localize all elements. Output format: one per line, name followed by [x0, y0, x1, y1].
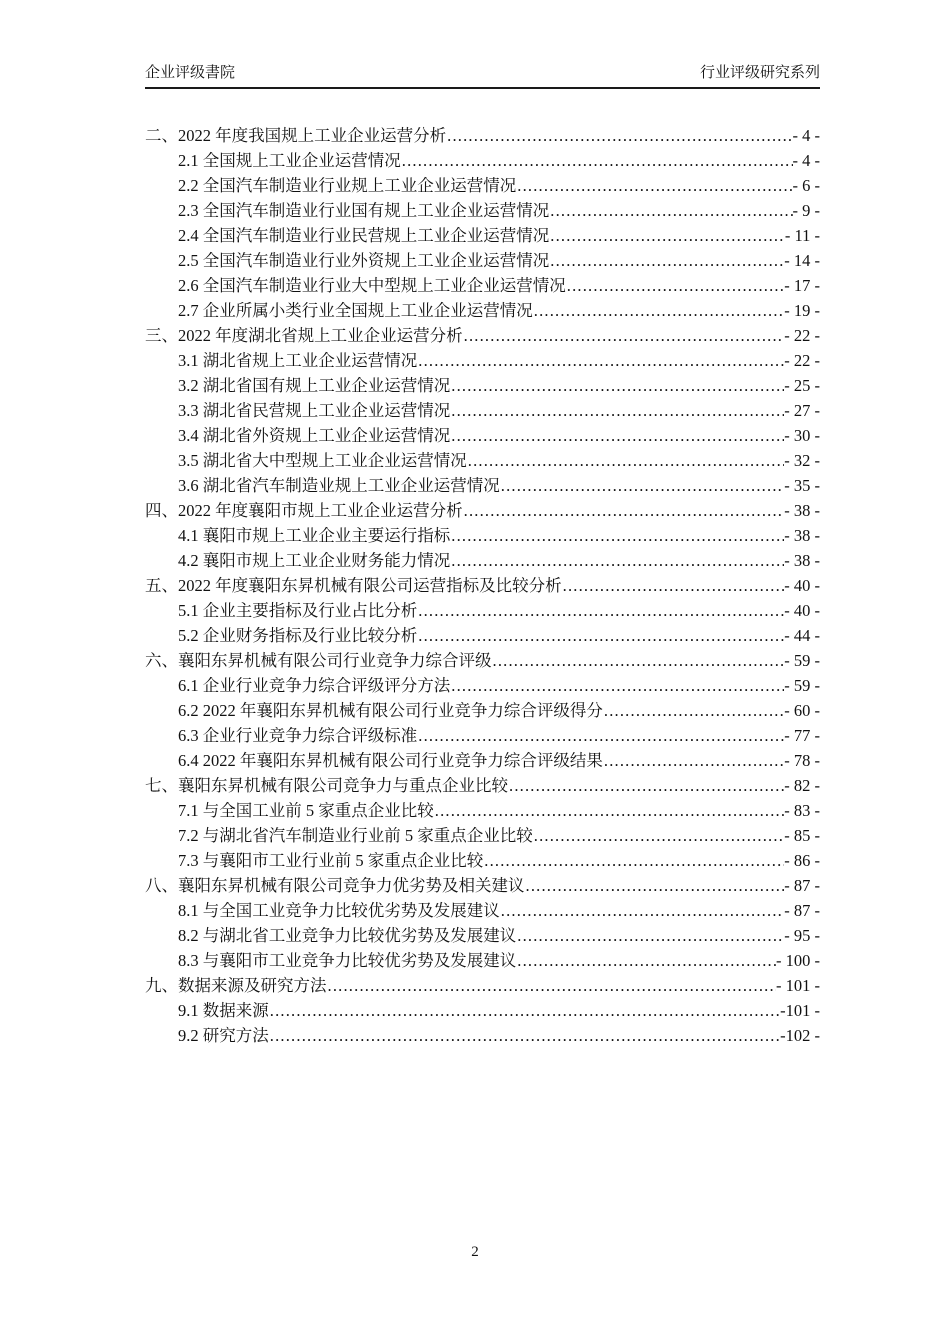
toc-page-number: - 78 -: [784, 751, 820, 770]
toc-entry[interactable]: [145, 698, 820, 723]
toc-entry[interactable]: [145, 1023, 820, 1048]
toc-dot-leader: [566, 273, 785, 298]
toc-page-number: - 35 -: [784, 476, 820, 495]
toc-entry-label: 二、2022 年度我国规上工业企业运营分析: [145, 126, 447, 145]
toc-entry-label: 3.1 湖北省规上工业企业运营情况: [178, 351, 418, 370]
toc-entry-label: 8.3 与襄阳市工业竞争力比较优劣势及发展建议: [178, 951, 517, 970]
toc-page-number: -102 -: [780, 1026, 820, 1045]
page-footer: [0, 1244, 950, 1261]
toc-entry-label: 8.1 与全国工业竞争力比较优劣势及发展建议: [178, 901, 500, 920]
toc-entry-label: 2.3 全国汽车制造业行业国有规上工业企业运营情况: [178, 201, 550, 220]
toc-entry-label: 三、2022 年度湖北省规上工业企业运营分析: [145, 326, 463, 345]
toc-entry[interactable]: [145, 823, 820, 848]
toc-entry-label: 2.4 全国汽车制造业行业民营规上工业企业运营情况: [178, 226, 550, 245]
toc-entry-label: 6.3 企业行业竞争力综合评级标准: [178, 726, 418, 745]
toc-page-number: - 14 -: [784, 251, 820, 270]
toc-dot-leader: [500, 898, 785, 923]
toc-dot-leader: [467, 448, 785, 473]
toc-page-number: - 59 -: [784, 676, 820, 695]
toc-page-number: - 40 -: [784, 601, 820, 620]
toc-dot-leader: [417, 723, 784, 748]
toc-dot-leader: [603, 698, 784, 723]
toc-page-number: - 38 -: [784, 501, 820, 520]
toc-entry[interactable]: [145, 973, 820, 998]
toc-page-number: - 40 -: [784, 576, 820, 595]
toc-entry[interactable]: [145, 298, 820, 323]
toc-dot-leader: [401, 148, 793, 173]
toc-entry[interactable]: [145, 198, 820, 223]
toc-entry[interactable]: [145, 898, 820, 923]
toc-page-number: -101 -: [780, 1001, 820, 1020]
toc-dot-leader: [450, 523, 784, 548]
table-of-contents: [145, 123, 820, 1048]
toc-page-number: - 30 -: [784, 426, 820, 445]
toc-page-number: - 11 -: [784, 226, 820, 245]
toc-entry[interactable]: [145, 923, 820, 948]
toc-dot-leader: [533, 298, 785, 323]
toc-entry-label: 3.6 湖北省汽车制造业规上工业企业运营情况: [178, 476, 500, 495]
toc-dot-leader: [450, 673, 784, 698]
toc-dot-leader: [603, 748, 784, 773]
toc-dot-leader: [549, 223, 785, 248]
toc-page-number: - 77 -: [784, 726, 820, 745]
toc-entry[interactable]: [145, 873, 820, 898]
toc-entry[interactable]: [145, 448, 820, 473]
page-number: 2: [471, 1244, 479, 1260]
toc-dot-leader: [434, 798, 785, 823]
toc-entry-label: 8.2 与湖北省工业竞争力比较优劣势及发展建议: [178, 926, 517, 945]
toc-entry-label: 六、襄阳东昇机械有限公司行业竞争力综合评级: [145, 651, 492, 670]
toc-dot-leader: [269, 998, 780, 1023]
toc-entry-label: 4.1 襄阳市规上工业企业主要运行指标: [178, 526, 451, 545]
toc-entry-label: 七、襄阳东昇机械有限公司竞争力与重点企业比较: [145, 776, 508, 795]
toc-dot-leader: [450, 423, 784, 448]
toc-page-number: - 86 -: [784, 851, 820, 870]
toc-entry[interactable]: [145, 948, 820, 973]
toc-dot-leader: [516, 948, 776, 973]
toc-page-number: - 87 -: [784, 901, 820, 920]
toc-page-number: - 4 -: [792, 151, 820, 170]
toc-page-number: - 38 -: [784, 551, 820, 570]
toc-entry-label: 7.2 与湖北省汽车制造业行业前 5 家重点企业比较: [178, 826, 533, 845]
toc-page-number: - 100 -: [776, 951, 820, 970]
header-left-text: 企业评级書院: [145, 65, 236, 81]
toc-page-number: - 38 -: [784, 526, 820, 545]
toc-entry-label: 五、2022 年度襄阳东昇机械有限公司运营指标及比较分析: [145, 576, 562, 595]
toc-page-number: - 101 -: [776, 976, 820, 995]
toc-entry[interactable]: [145, 398, 820, 423]
toc-page-number: - 59 -: [784, 651, 820, 670]
toc-entry-label: 5.1 企业主要指标及行业占比分析: [178, 601, 418, 620]
toc-entry-label: 7.3 与襄阳市工业行业前 5 家重点企业比较: [178, 851, 484, 870]
toc-page-number: - 22 -: [784, 351, 820, 370]
toc-entry[interactable]: [145, 598, 820, 623]
toc-dot-leader: [516, 923, 784, 948]
toc-entry-label: 9.2 研究方法: [178, 1026, 269, 1045]
toc-entry-label: 九、数据来源及研究方法: [145, 976, 327, 995]
toc-entry[interactable]: [145, 848, 820, 873]
toc-dot-leader: [533, 823, 785, 848]
toc-entry-label: 6.4 2022 年襄阳东昇机械有限公司行业竞争力综合评级结果: [178, 751, 603, 770]
toc-entry-label: 2.5 全国汽车制造业行业外资规上工业企业运营情况: [178, 251, 550, 270]
toc-entry[interactable]: [145, 373, 820, 398]
toc-entry[interactable]: [145, 723, 820, 748]
toc-dot-leader: [450, 398, 784, 423]
toc-dot-leader: [446, 123, 792, 148]
toc-entry-label: 3.5 湖北省大中型规上工业企业运营情况: [178, 451, 467, 470]
toc-entry[interactable]: [145, 998, 820, 1023]
toc-page-number: - 95 -: [784, 926, 820, 945]
toc-entry-label: 八、襄阳东昇机械有限公司竞争力优劣势及相关建议: [145, 876, 525, 895]
toc-entry[interactable]: [145, 798, 820, 823]
toc-dot-leader: [483, 848, 784, 873]
toc-entry-label: 6.2 2022 年襄阳东昇机械有限公司行业竞争力综合评级得分: [178, 701, 603, 720]
toc-entry-label: 9.1 数据来源: [178, 1001, 269, 1020]
toc-entry-label: 2.2 全国汽车制造业行业规上工业企业运营情况: [178, 176, 517, 195]
toc-entry[interactable]: [145, 573, 820, 598]
toc-dot-leader: [463, 498, 785, 523]
toc-page-number: - 4 -: [792, 126, 820, 145]
toc-page-number: - 32 -: [784, 451, 820, 470]
toc-page-number: - 82 -: [784, 776, 820, 795]
toc-entry-label: 3.4 湖北省外资规上工业企业运营情况: [178, 426, 451, 445]
toc-page-number: - 83 -: [784, 801, 820, 820]
toc-page-number: - 25 -: [784, 376, 820, 395]
toc-entry-label: 3.2 湖北省国有规上工业企业运营情况: [178, 376, 451, 395]
toc-entry-label: 2.6 全国汽车制造业行业大中型规上工业企业运营情况: [178, 276, 566, 295]
toc-entry[interactable]: [145, 748, 820, 773]
toc-entry[interactable]: [145, 348, 820, 373]
toc-page-number: - 27 -: [784, 401, 820, 420]
toc-entry[interactable]: [145, 673, 820, 698]
toc-entry[interactable]: [145, 148, 820, 173]
toc-page-number: - 60 -: [784, 701, 820, 720]
toc-entry[interactable]: [145, 123, 820, 148]
toc-entry[interactable]: [145, 473, 820, 498]
toc-dot-leader: [516, 173, 792, 198]
toc-page-number: - 22 -: [784, 326, 820, 345]
toc-entry[interactable]: [145, 323, 820, 348]
toc-entry-label: 四、2022 年度襄阳市规上工业企业运营分析: [145, 501, 463, 520]
toc-entry-label: 2.7 企业所属小类行业全国规上工业企业运营情况: [178, 301, 533, 320]
toc-dot-leader: [549, 248, 784, 273]
toc-dot-leader: [525, 873, 785, 898]
toc-page-number: - 85 -: [784, 826, 820, 845]
toc-page-number: - 6 -: [792, 176, 820, 195]
toc-entry-label: 3.3 湖北省民营规上工业企业运营情况: [178, 401, 451, 420]
toc-dot-leader: [450, 548, 784, 573]
toc-entry-label: 7.1 与全国工业前 5 家重点企业比较: [178, 801, 434, 820]
toc-dot-leader: [450, 373, 784, 398]
toc-dot-leader: [492, 648, 785, 673]
toc-dot-leader: [562, 573, 785, 598]
toc-entry[interactable]: [145, 273, 820, 298]
toc-entry[interactable]: [145, 423, 820, 448]
toc-dot-leader: [463, 323, 785, 348]
toc-dot-leader: [417, 623, 784, 648]
toc-dot-leader: [417, 598, 784, 623]
toc-entry[interactable]: [145, 623, 820, 648]
toc-page-number: - 19 -: [784, 301, 820, 320]
toc-page-number: - 44 -: [784, 626, 820, 645]
toc-entry[interactable]: [145, 523, 820, 548]
toc-dot-leader: [269, 1023, 780, 1048]
toc-entry[interactable]: [145, 248, 820, 273]
toc-entry-label: 4.2 襄阳市规上工业企业财务能力情况: [178, 551, 451, 570]
toc-entry[interactable]: [145, 648, 820, 673]
toc-entry-label: 2.1 全国规上工业企业运营情况: [178, 151, 401, 170]
toc-page-number: - 17 -: [784, 276, 820, 295]
toc-entry[interactable]: [145, 548, 820, 573]
toc-dot-leader: [508, 773, 784, 798]
toc-dot-leader: [549, 198, 792, 223]
toc-dot-leader: [500, 473, 785, 498]
toc-entry[interactable]: [145, 173, 820, 198]
toc-dot-leader: [417, 348, 784, 373]
toc-page-number: - 9 -: [792, 201, 820, 220]
page-header: [145, 61, 820, 89]
header-right-text: 行业评级研究系列: [699, 65, 820, 81]
toc-entry[interactable]: [145, 498, 820, 523]
toc-entry-label: 5.2 企业财务指标及行业比较分析: [178, 626, 418, 645]
toc-page-number: - 87 -: [784, 876, 820, 895]
toc-dot-leader: [327, 973, 777, 998]
toc-entry[interactable]: [145, 223, 820, 248]
toc-entry[interactable]: [145, 773, 820, 798]
toc-entry-label: 6.1 企业行业竞争力综合评级评分方法: [178, 676, 451, 695]
